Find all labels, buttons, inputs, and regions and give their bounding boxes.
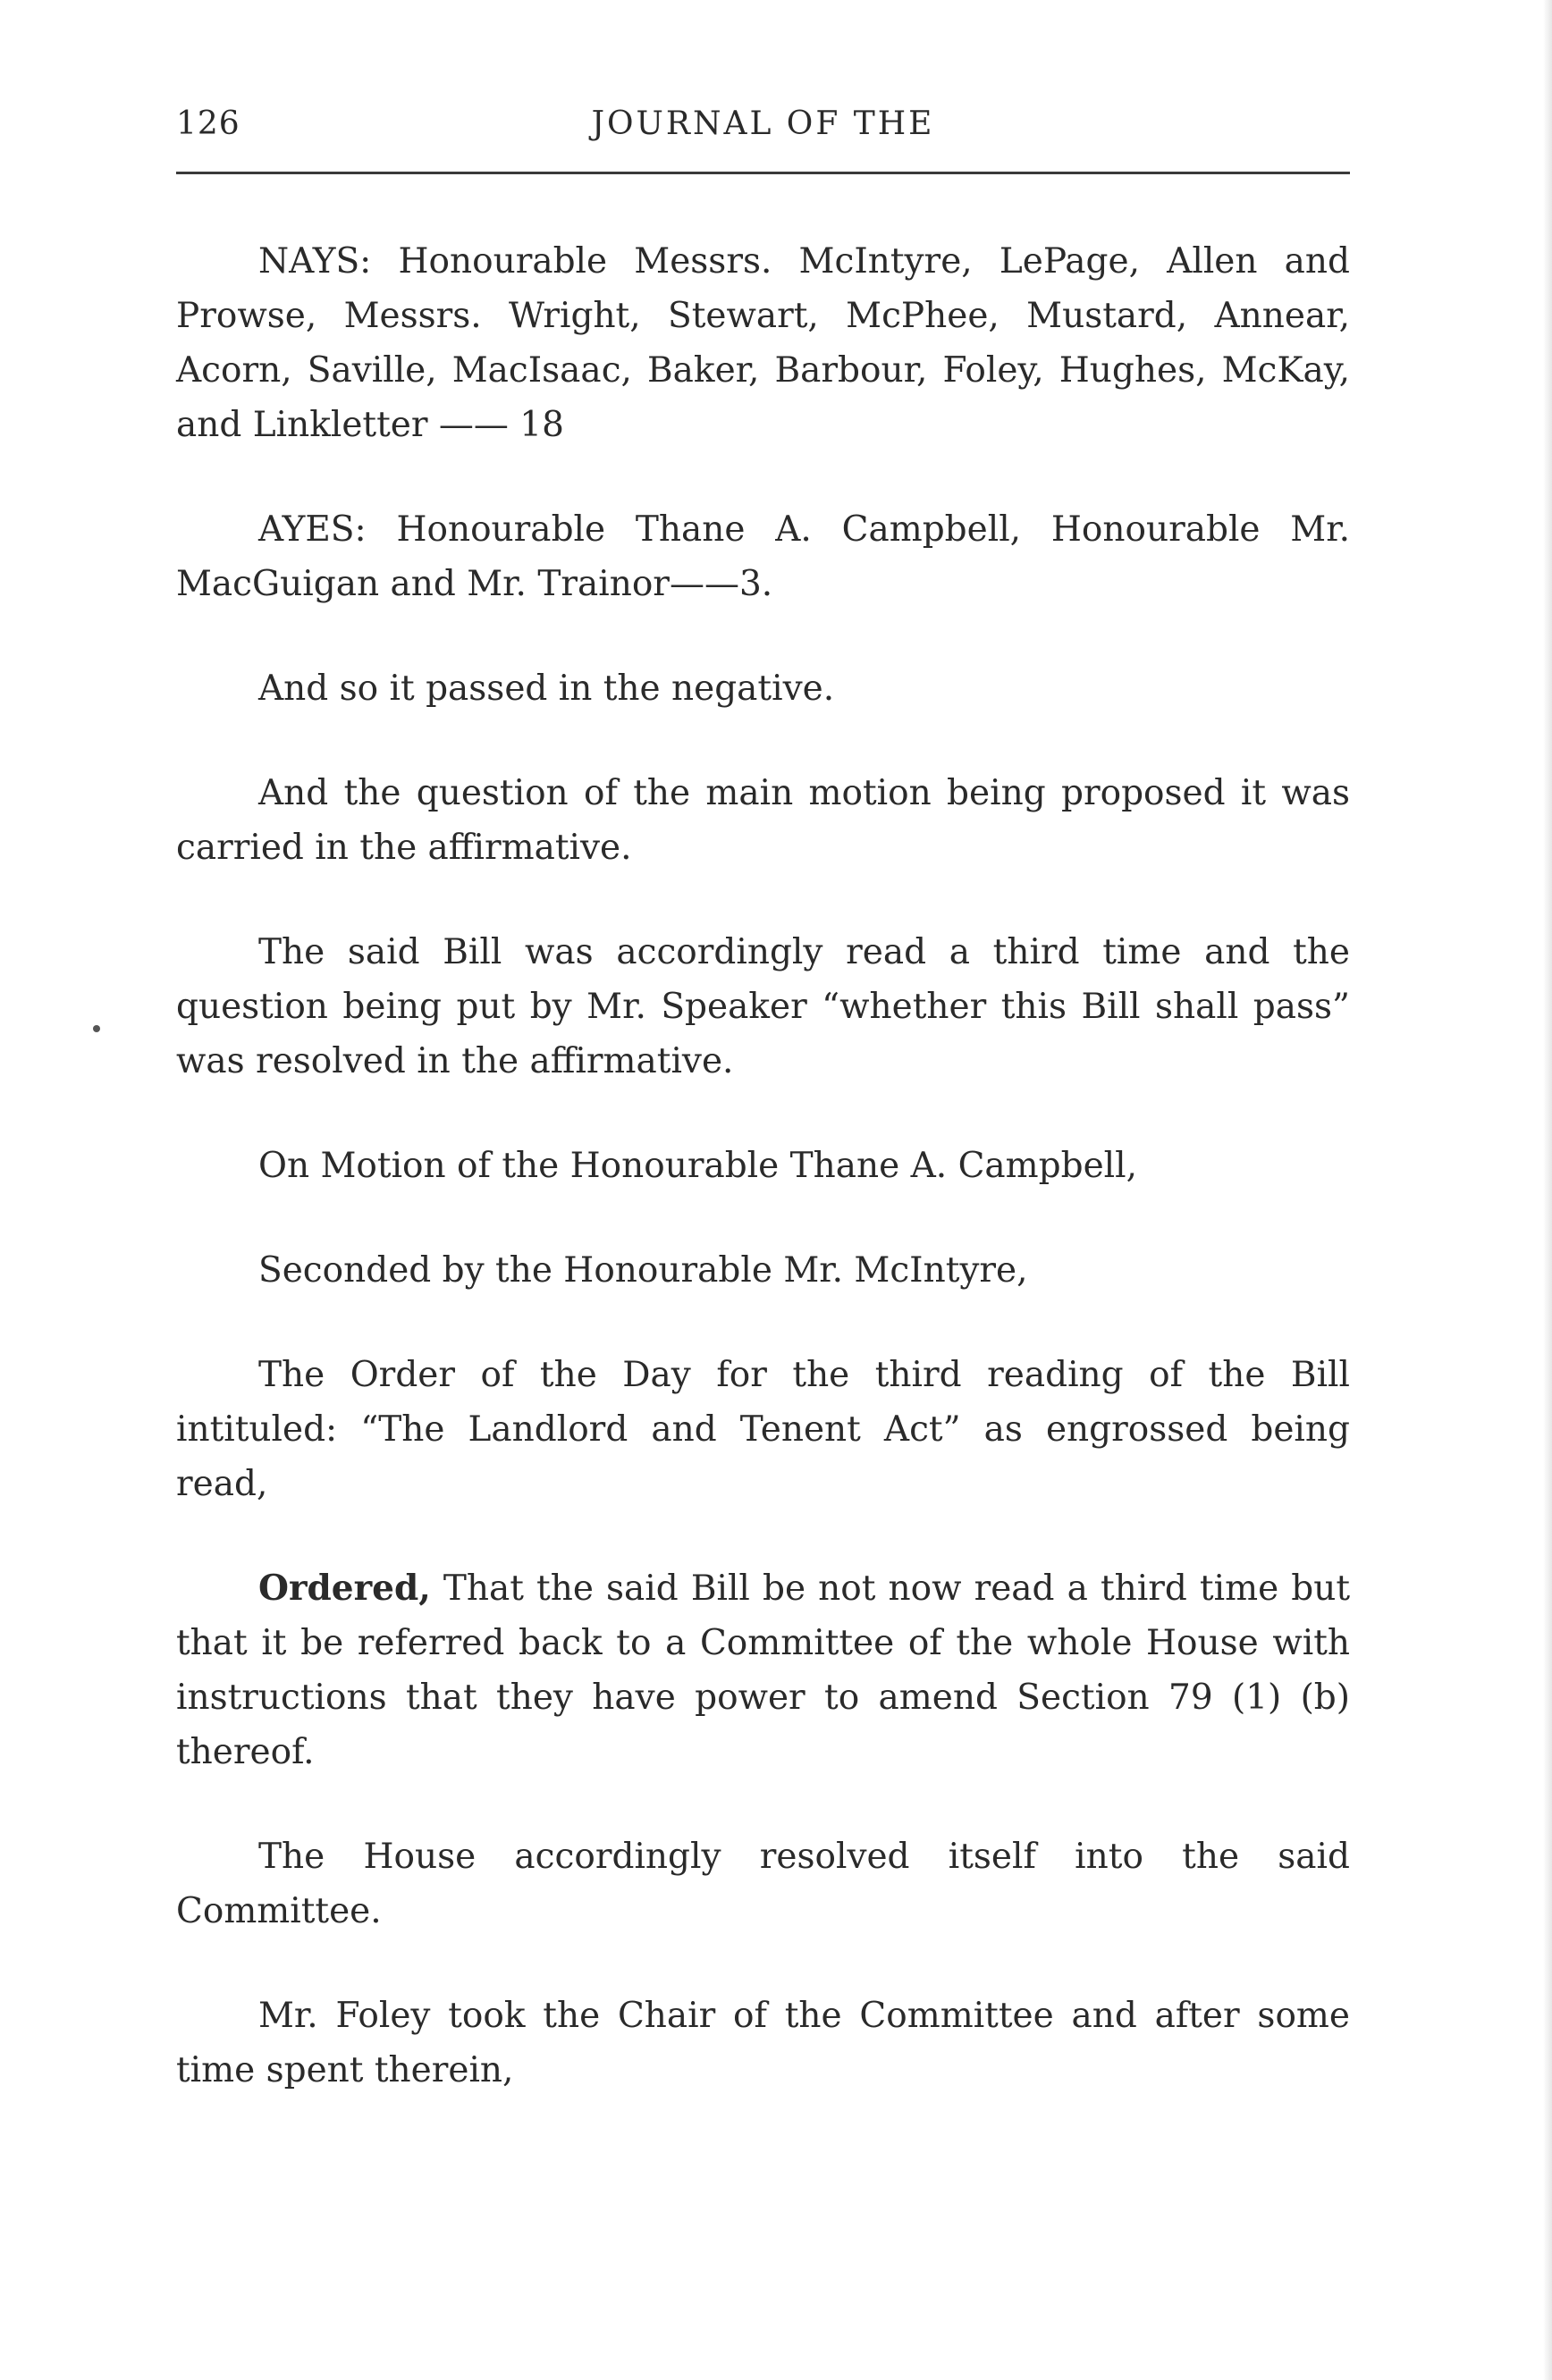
paragraph-negative: And so it passed in the negative. [258,669,835,709]
paragraph-foley-chair: Mr. Foley took the Chair of the Committee and after some time spent therein, [176,1996,1350,2090]
paragraph-ordered [176,1561,1350,1779]
paragraph-third-time: The said Bill was accordingly read a third time and the question being put by Mr. Speaker “whether this Bill shall pass” was resolved in the affirmative. [176,932,1350,1081]
ordered-text: That the said Bill be not now read a third time but that it be referred back to a Committee of the whole House with instructions that they have power to amend Section 79 (1) (b) thereof. [176,1568,1350,1772]
paragraph-main-motion: And the question of the main motion being proposed it was carried in the affirmative. [176,773,1350,868]
ordered-label: Ordered, [258,1568,431,1609]
page-header [176,105,1350,148]
paragraph-nays: NAYS: Honourable Messrs. McIntyre, LePage, Allen and Prowse, Messrs. Wright, Stewart, McPhee, Mustard, Annear, Acorn, Saville, MacIsaac, Baker, Barbour, Foley, Hughes, McKay, and Linkletter —— 18 [176,241,1350,445]
paragraph-on-motion: On Motion of the Honourable Thane A. Campbell, [258,1146,1137,1186]
margin-speck [93,1025,100,1032]
paragraph-house-resolved: The House accordingly resolved itself into the said Committee. [176,1837,1350,1931]
paragraph-seconded: Seconded by the Honourable Mr. McIntyre, [258,1250,1028,1291]
running-head: JOURNAL OF THE [591,105,935,142]
header-rule [176,172,1350,174]
page-number: 126 [176,105,240,142]
page-edge-shadow [1543,0,1552,2380]
paragraph-ayes: AYES: Honourable Thane A. Campbell, Honourable Mr. MacGuigan and Mr. Trainor——3. [176,509,1350,604]
paragraph-order-of-day: The Order of the Day for the third reading of the Bill intituled: “The Landlord and Tenent Act” as engrossed being read, [176,1355,1350,1504]
page-body [176,234,1350,2098]
